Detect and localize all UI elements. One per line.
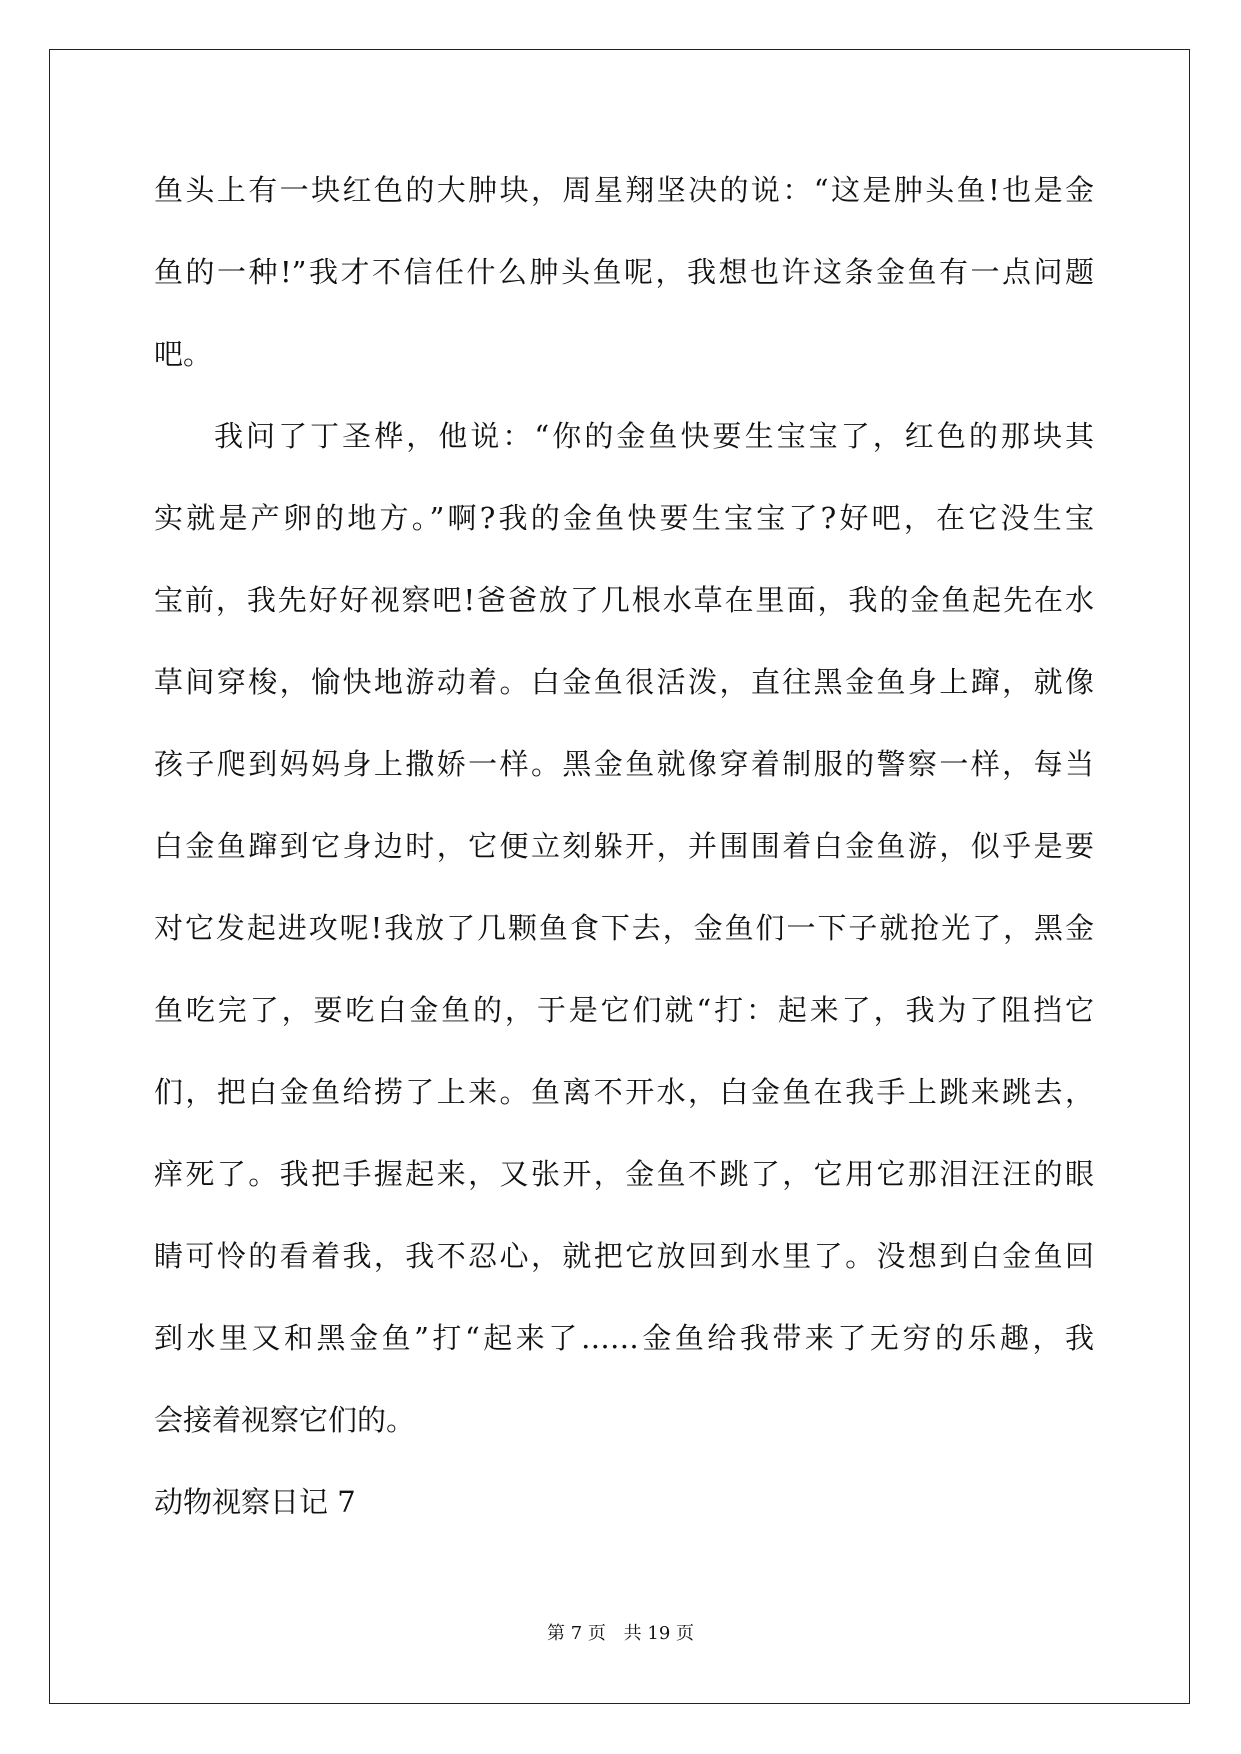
text-line: 睛可怜的看着我，我不忍心，就把它放回到水里了。没想到白金鱼回 bbox=[154, 1239, 1094, 1273]
section-heading: 动物视察日记 7 bbox=[154, 1485, 356, 1519]
text-line: 宝前，我先好好视察吧!爸爸放了几根水草在里面，我的金鱼起先在水 bbox=[154, 583, 1094, 617]
text-line: 实就是产卵的地方。”啊?我的金鱼快要生宝宝了?好吧，在它没生宝 bbox=[154, 501, 1094, 535]
text-line: 对它发起进攻呢!我放了几颗鱼食下去，金鱼们一下子就抢光了，黑金 bbox=[154, 911, 1094, 945]
page-border bbox=[49, 49, 1190, 1704]
text-line: 痒死了。我把手握起来，又张开，金鱼不跳了，它用它那泪汪汪的眼 bbox=[154, 1157, 1094, 1191]
text-line: 白金鱼蹿到它身边时，它便立刻躲开，并围围着白金鱼游，似乎是要 bbox=[154, 829, 1094, 863]
text-line: 鱼吃完了，要吃白金鱼的，于是它们就“打：起来了，我为了阻挡它 bbox=[154, 993, 1094, 1027]
page-footer bbox=[0, 1622, 1241, 1646]
text-line: 孩子爬到妈妈身上撒娇一样。黑金鱼就像穿着制服的警察一样，每当 bbox=[154, 747, 1094, 781]
text-line: 会接着视察它们的。 bbox=[154, 1403, 416, 1437]
text-line: 鱼的一种!”我才不信任什么肿头鱼呢，我想也许这条金鱼有一点问题 bbox=[154, 255, 1094, 289]
text-line: 们，把白金鱼给捞了上来。鱼离不开水，白金鱼在我手上跳来跳去， bbox=[154, 1075, 1094, 1109]
text-line: 草间穿梭，愉快地游动着。白金鱼很活泼，直往黑金鱼身上蹿，就像 bbox=[154, 665, 1094, 699]
page-total: 共 19 页 bbox=[623, 1623, 694, 1644]
text-line: 我问了丁圣桦，他说：“你的金鱼快要生宝宝了，红色的那块其 bbox=[214, 419, 1094, 453]
page-number: 第 7 页 bbox=[547, 1623, 606, 1644]
text-line: 到水里又和黑金鱼”打“起来了……金鱼给我带来了无穷的乐趣，我 bbox=[154, 1321, 1094, 1355]
text-line: 鱼头上有一块红色的大肿块，周星翔坚决的说：“这是肿头鱼!也是金 bbox=[154, 173, 1094, 207]
text-line: 吧。 bbox=[154, 337, 213, 371]
